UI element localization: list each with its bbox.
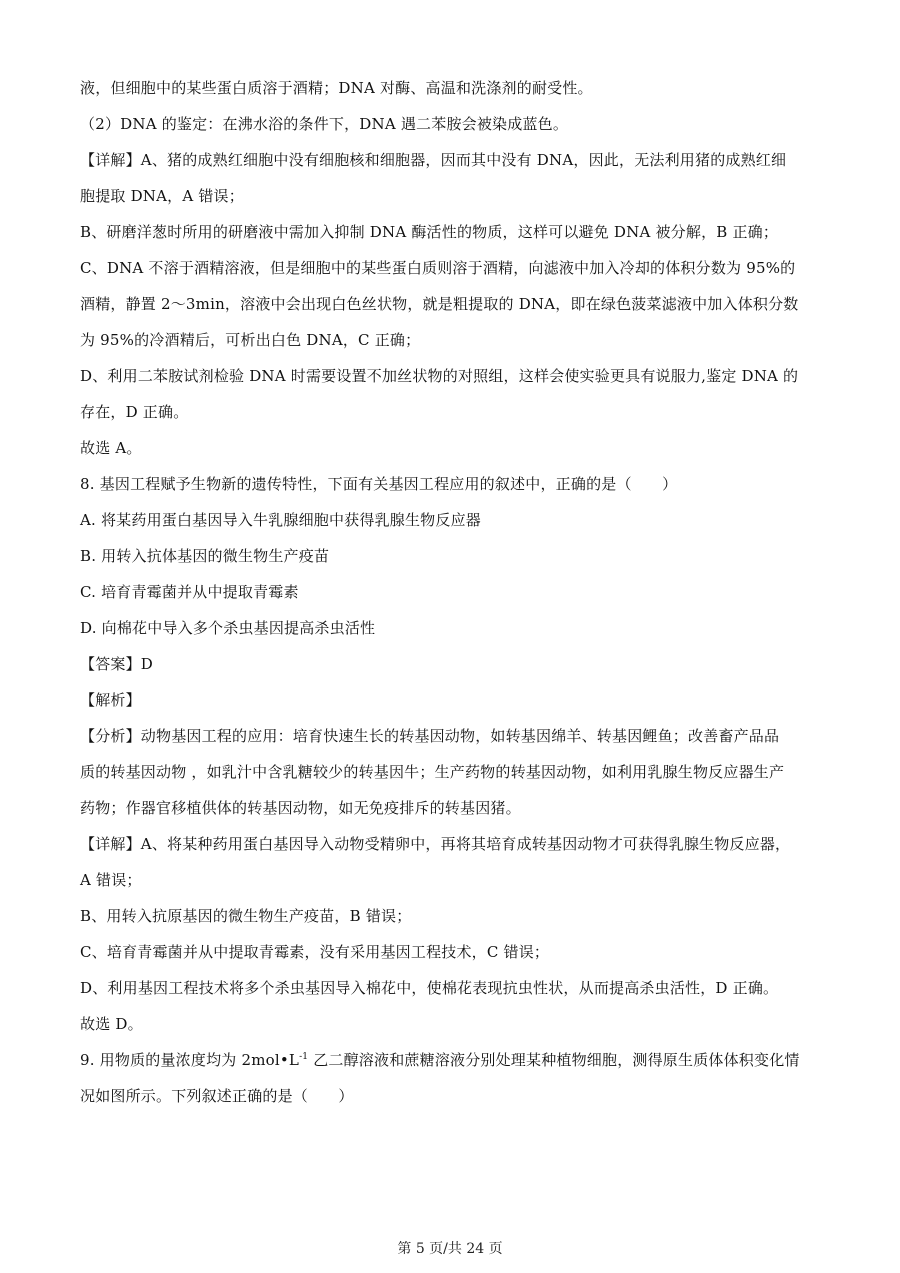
q9-superscript: -1 <box>299 1052 309 1062</box>
analysis-label: 【解析】 <box>80 691 141 709</box>
q9-text-pre: 9. 用物质的量浓度均为 2mol•L <box>80 1051 300 1069</box>
option-d: D. 向棉花中导入多个杀虫基因提高杀虫活性 <box>80 619 376 637</box>
text-line: （2）DNA 的鉴定：在沸水浴的条件下，DNA 遇二苯胺会被染成蓝色。 <box>80 115 569 133</box>
text-line: 药物；作器官移植供体的转基因动物，如无免疫排斥的转基因猪。 <box>80 799 521 817</box>
text-line: 【分析】动物基因工程的应用：培育快速生长的转基因动物，如转基因绵羊、转基因鲤鱼；改善畜产品品 <box>80 727 780 745</box>
text-line: 故选 D。 <box>80 1015 143 1033</box>
option-b: B. 用转入抗体基因的微生物生产疫苗 <box>80 547 330 565</box>
document-body <box>80 70 825 1114</box>
option-a: A. 将某药用蛋白基因导入牛乳腺细胞中获得乳腺生物反应器 <box>80 511 481 529</box>
text-line: D、利用基因工程技术将多个杀虫基因导入棉花中，使棉花表现抗虫性状，从而提高杀虫活性，D 正确。 <box>80 979 779 997</box>
text-line: 液，但细胞中的某些蛋白质溶于酒精；DNA 对酶、高温和洗涤剂的耐受性。 <box>80 79 593 97</box>
text-line: 故选 A。 <box>80 439 142 457</box>
question-8-stem: 8. 基因工程赋予生物新的遗传特性，下面有关基因工程应用的叙述中，正确的是（ ） <box>80 475 678 493</box>
text-line: 酒精，静置 2～3min，溶液中会出现白色丝状物，就是粗提取的 DNA，即在绿色菠菜滤液中加入体积分数 <box>80 295 799 313</box>
page-footer: 第 5 页/共 24 页 <box>397 1241 503 1257</box>
text-line: 【详解】A、猪的成熟红细胞中没有细胞核和细胞器，因而其中没有 DNA，因此，无法利用猪的成熟红细 <box>80 151 787 169</box>
text-line: B、用转入抗原基因的微生物生产疫苗，B 错误； <box>80 907 412 925</box>
text-line: C、DNA 不溶于酒精溶液，但是细胞中的某些蛋白质则溶于酒精，向滤液中加入冷却的体积分数为 95%的 <box>80 259 796 277</box>
text-line: C、培育青霉菌并从中提取青霉素，没有采用基因工程技术，C 错误； <box>80 943 550 961</box>
text-line: A 错误； <box>80 871 142 889</box>
text-line: 胞提取 DNA，A 错误； <box>80 187 244 205</box>
q9-text-post: 乙二醇溶液和蔗糖溶液分别处理某种植物细胞，测得原生质体体积变化情 <box>308 1051 800 1069</box>
text-line: 为 95%的冷酒精后，可析出白色 DNA，C 正确； <box>80 331 421 349</box>
text-line: D、利用二苯胺试剂检验 DNA 时需要设置不加丝状物的对照组，这样会使实验更具有说服力,鉴定 DNA 的 <box>80 367 799 385</box>
answer-label: 【答案】D <box>80 655 154 673</box>
question-9-stem <box>80 1042 825 1078</box>
text-line: B、研磨洋葱时所用的研磨液中需加入抑制 DNA 酶活性的物质，这样可以避免 DNA 被分解，B 正确； <box>80 223 779 241</box>
text-line: 【详解】A、将某种药用蛋白基因导入动物受精卵中，再将其培育成转基因动物才可获得乳腺生物反应器， <box>80 835 791 853</box>
text-line: 存在，D 正确。 <box>80 403 189 421</box>
option-c: C. 培育青霉菌并从中提取青霉素 <box>80 583 299 601</box>
text-line: 质的转基因动物 ，如乳汁中含乳糖较少的转基因牛；生产药物的转基因动物，如利用乳腺生物反应器生产 <box>80 763 785 781</box>
question-9-stem-cont: 况如图所示。下列叙述正确的是（ ） <box>80 1087 354 1105</box>
